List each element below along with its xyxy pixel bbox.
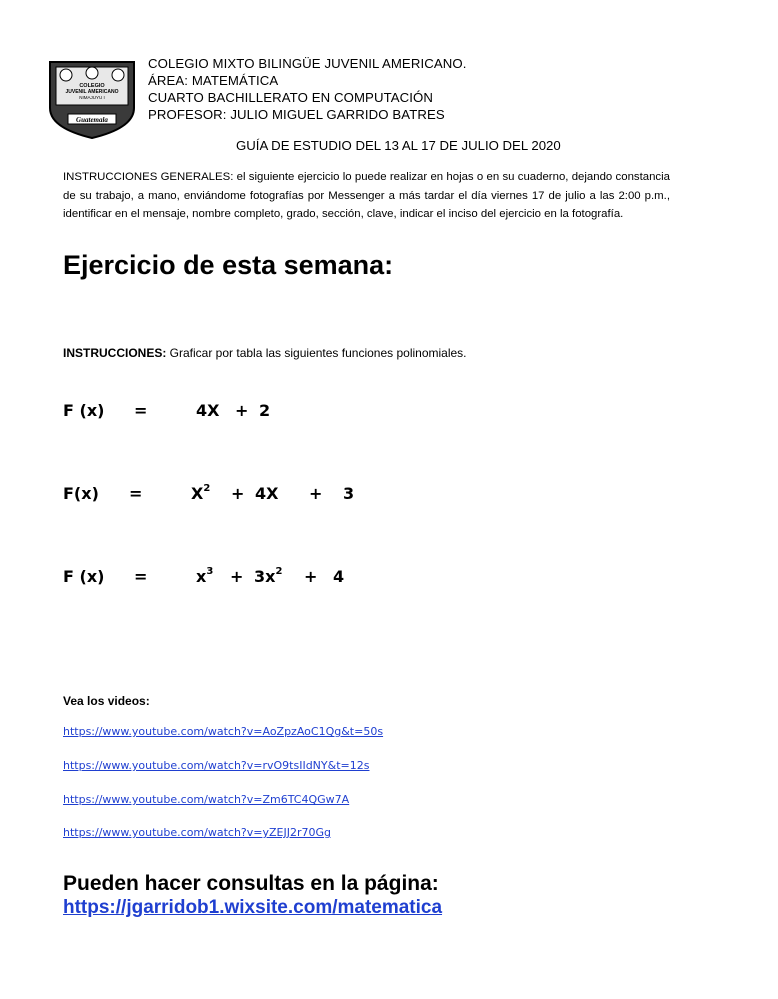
teacher-name: PROFESOR: JULIO MIGUEL GARRIDO BATRES <box>148 107 445 122</box>
school-crest-logo <box>46 58 138 140</box>
equation-operator: + <box>235 401 249 420</box>
equation-term: 4X <box>196 401 220 420</box>
document-header <box>148 55 466 123</box>
equation-term: 2 <box>259 401 271 420</box>
crest-line-2: JUVENIL AMERICANO <box>65 89 119 95</box>
general-instructions: INSTRUCCIONES GENERALES: el siguiente ejercicio lo puede realizar en hojas o en su cuaderno, dejando constancia de su trabajo, a mano, enviándome fotografías por Messenger a más tardar el día viernes 17 de julio a las 2:00 p.m., identificar en el mensaje, nombre completo, grado, sección, clave, indicar el inciso del ejercicio en la fotografía. <box>63 171 670 220</box>
equation-equals: = <box>134 567 148 586</box>
equation-exponent: 3 <box>206 565 214 577</box>
guide-title: GUÍA DE ESTUDIO DEL 13 AL 17 DE JULIO DEL 2020 <box>236 138 561 153</box>
subject-area: ÁREA: MATEMÁTICA <box>148 73 279 88</box>
equation-equals: = <box>129 484 143 503</box>
equation-lhs: F (x) <box>63 401 105 420</box>
section-heading: Ejercicio de esta semana: <box>63 250 394 280</box>
equation-operator: + <box>231 484 245 503</box>
equation-base: X <box>191 484 204 503</box>
grade-level: CUARTO BACHILLERATO EN COMPUTACIÓN <box>148 90 434 105</box>
equation-exponent: 2 <box>275 565 283 577</box>
equation-base: x <box>196 567 207 586</box>
video-link-1[interactable]: https://www.youtube.com/watch?v=AoZpzAoC1Qg&t=50s <box>63 725 384 738</box>
crest-banner: Guatemala <box>76 116 108 124</box>
equation-exponent: 2 <box>203 482 211 494</box>
website-link[interactable]: https://jgarridob1.wixsite.com/matematica <box>63 897 443 918</box>
equation-term <box>196 567 213 586</box>
equation-equals: = <box>134 401 148 420</box>
equation-term <box>254 567 282 586</box>
task-label: INSTRUCCIONES: <box>63 346 167 360</box>
equation-operator: + <box>304 567 318 586</box>
task-text: Graficar por tabla las siguientes funciones polinomiales. <box>166 346 467 360</box>
equation-base: 3x <box>254 567 276 586</box>
equation-operator: + <box>309 484 323 503</box>
equation-term <box>191 484 210 503</box>
equation-term: 3 <box>343 484 355 503</box>
school-name: COLEGIO MIXTO BILINGÜE JUVENIL AMERICANO. <box>148 56 467 71</box>
crest-line-3: NIMAJUYU I <box>79 95 105 100</box>
videos-label: Vea los videos: <box>63 694 150 708</box>
equation-operator: + <box>230 567 244 586</box>
video-link-4[interactable]: https://www.youtube.com/watch?v=yZEJJ2r70Gg <box>63 826 331 839</box>
equation-lhs: F(x) <box>63 484 99 503</box>
equation-term: 4 <box>333 567 345 586</box>
video-link-3[interactable]: https://www.youtube.com/watch?v=Zm6TC4QGw7A <box>63 793 350 806</box>
crest-line-1: COLEGIO <box>79 83 105 89</box>
equation-lhs: F (x) <box>63 567 105 586</box>
consult-text: Pueden hacer consultas en la página: <box>63 872 439 895</box>
video-link-2[interactable]: https://www.youtube.com/watch?v=rvO9tsIIdNY&t=12s <box>63 759 370 772</box>
equation-term: 4X <box>255 484 279 503</box>
task-instructions <box>63 346 467 360</box>
